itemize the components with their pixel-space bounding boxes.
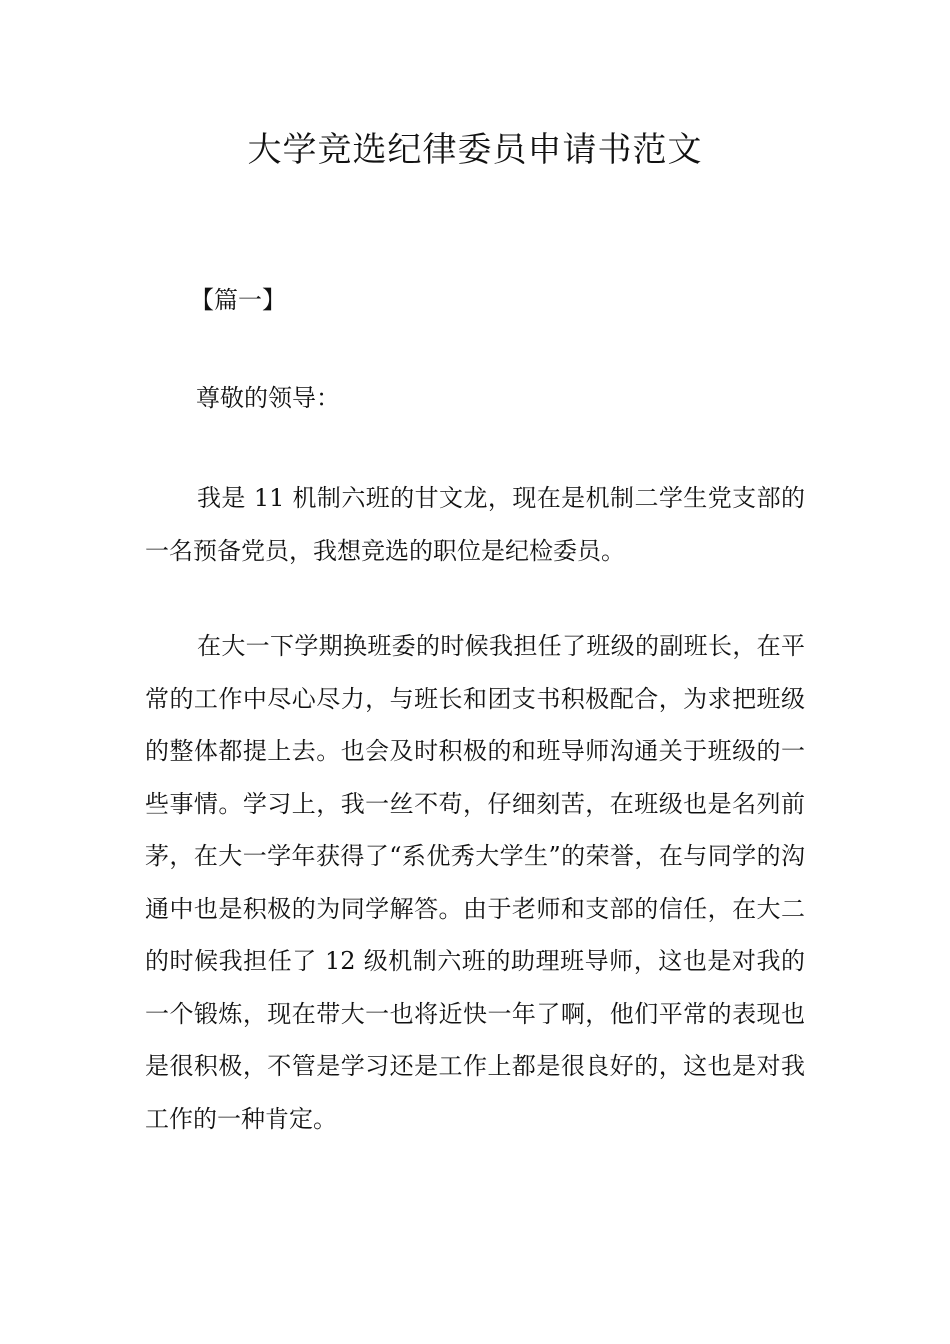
section-label: 【篇一】 xyxy=(190,286,286,314)
document-title: 大学竞选纪律委员申请书范文 xyxy=(247,130,703,170)
salutation: 尊敬的领导： xyxy=(196,384,340,412)
body-paragraph: 在大一下学期换班委的时候我担任了班级的副班长，在平常的工作中尽心尽力，与班长和团支书积极配合，为求把班级的整体都提上去。也会及时积极的和班导师沟通关于班级的一些事情。学习上，我一丝不苟，仔细刻苦，在班级也是名列前茅，在大一学年获得了“系优秀大学生”的荣誉，在与同学的沟通中也是积极的为同学解答。由于老师和支部的信任，在大二的时候我担任了 12 级机制六班的助理班导师，这也是对我的一个锻炼，现在带大一也将近快一年了啊，他们平常的表现也是很积极，不管是学习还是工作上都是很良好的，这也是对我工作的一种肯定。 xyxy=(145,632,805,1133)
body-paragraph: 我是 11 机制六班的甘文龙，现在是机制二学生党支部的一名预备党员，我想竞选的职位是纪检委员。 xyxy=(145,484,805,565)
